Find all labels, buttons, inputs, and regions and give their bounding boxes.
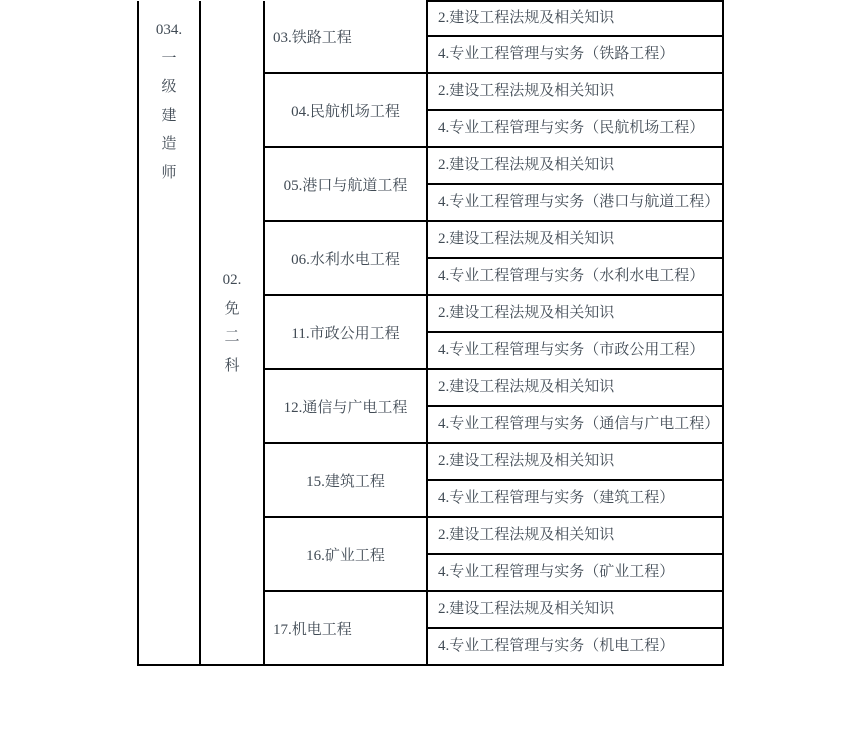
exemption-level-cell bbox=[200, 1, 264, 665]
vertical-text-line: 一 bbox=[161, 50, 177, 67]
subject-cell: 4.专业工程管理与实务（通信与广电工程） bbox=[427, 406, 723, 443]
vertical-text-line: 034. bbox=[155, 22, 183, 38]
subject-cell: 4.专业工程管理与实务（市政公用工程） bbox=[427, 332, 723, 369]
specialty-cell: 12.通信与广电工程 bbox=[264, 369, 427, 443]
subject-cell: 4.专业工程管理与实务（铁路工程） bbox=[427, 36, 723, 73]
table-row bbox=[138, 1, 723, 36]
subject-cell: 4.专业工程管理与实务（矿业工程） bbox=[427, 554, 723, 591]
subject-cell: 4.专业工程管理与实务（民航机场工程） bbox=[427, 110, 723, 147]
subject-cell: 2.建设工程法规及相关知识 bbox=[427, 591, 723, 628]
exam-subjects-table bbox=[137, 0, 724, 666]
vertical-text-line: 建 bbox=[161, 107, 177, 124]
vertical-text-line: 师 bbox=[161, 164, 177, 181]
subject-cell: 2.建设工程法规及相关知识 bbox=[427, 443, 723, 480]
subject-cell: 2.建设工程法规及相关知识 bbox=[427, 73, 723, 110]
specialty-cell: 06.水利水电工程 bbox=[264, 221, 427, 295]
vertical-text-line: 造 bbox=[161, 136, 177, 152]
subject-cell: 4.专业工程管理与实务（建筑工程） bbox=[427, 480, 723, 517]
specialty-cell: 04.民航机场工程 bbox=[264, 73, 427, 147]
specialty-cell: 15.建筑工程 bbox=[264, 443, 427, 517]
vertical-text-line: 免 bbox=[224, 300, 240, 317]
vertical-text bbox=[202, 266, 262, 380]
vertical-text bbox=[140, 16, 198, 187]
specialty-cell: 17.机电工程 bbox=[264, 591, 427, 665]
qualification-cell bbox=[138, 1, 200, 665]
specialty-cell: 03.铁路工程 bbox=[264, 1, 427, 73]
vertical-text-line: 02. bbox=[222, 272, 242, 288]
subject-cell: 2.建设工程法规及相关知识 bbox=[427, 295, 723, 332]
vertical-text-line: 级 bbox=[161, 79, 177, 95]
subject-cell: 4.专业工程管理与实务（水利水电工程） bbox=[427, 258, 723, 295]
vertical-text-line: 科 bbox=[224, 357, 240, 374]
subject-cell: 4.专业工程管理与实务（机电工程） bbox=[427, 628, 723, 665]
subject-cell: 2.建设工程法规及相关知识 bbox=[427, 369, 723, 406]
subject-cell: 2.建设工程法规及相关知识 bbox=[427, 1, 723, 36]
specialty-cell: 11.市政公用工程 bbox=[264, 295, 427, 369]
vertical-text-line: 二 bbox=[224, 329, 240, 345]
subject-cell: 2.建设工程法规及相关知识 bbox=[427, 517, 723, 554]
specialty-cell: 16.矿业工程 bbox=[264, 517, 427, 591]
subject-cell: 2.建设工程法规及相关知识 bbox=[427, 221, 723, 258]
specialty-cell: 05.港口与航道工程 bbox=[264, 147, 427, 221]
subject-cell: 2.建设工程法规及相关知识 bbox=[427, 147, 723, 184]
subject-cell: 4.专业工程管理与实务（港口与航道工程） bbox=[427, 184, 723, 221]
